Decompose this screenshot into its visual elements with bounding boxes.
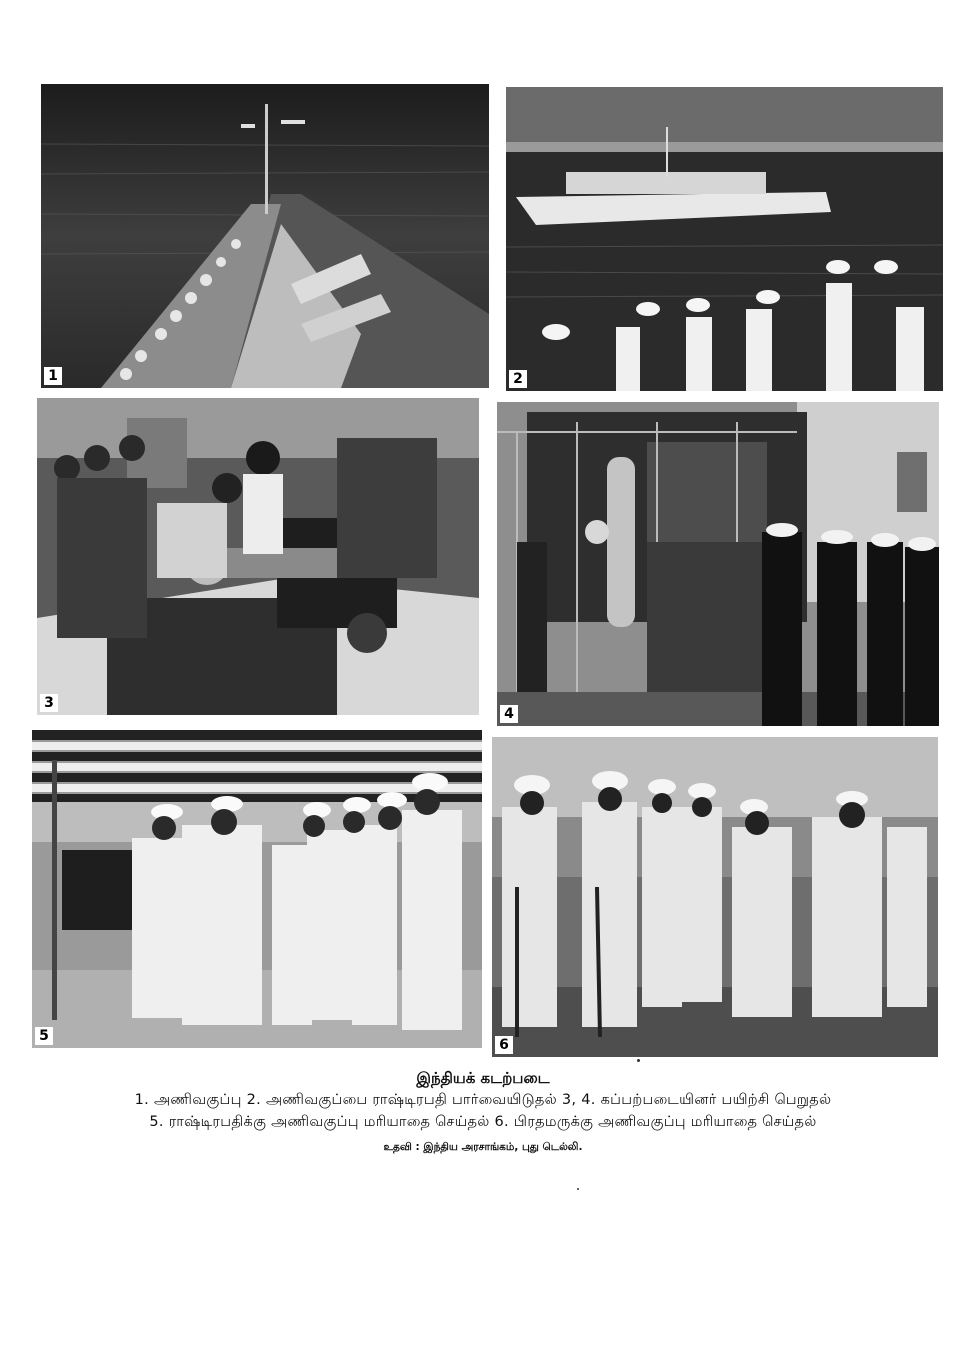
photo-5-image (32, 730, 482, 1048)
photo-6 (492, 737, 938, 1057)
photo-number: 3 (40, 694, 58, 712)
photo-number: 5 (35, 1027, 53, 1045)
print-speck (577, 1188, 579, 1190)
photo-3-image (37, 398, 479, 715)
photo-1 (41, 84, 489, 388)
caption-line-2: 5. ராஷ்டிரபதிக்கு அணிவகுப்பு மரியாதை செய்தல் 6. பிரதமருக்கு அணிவகுப்பு மரியாதை செய்தல் (149, 1114, 817, 1130)
photo-number: 1 (44, 367, 62, 385)
photo-4 (497, 402, 939, 726)
caption-line-1: 1. அணிவகுப்பு 2. அணிவகுப்பை ராஷ்டிரபதி பார்வையிடுதல் 3, 4. கப்பற்படையினர் பயிற்சி பெறுதல் (134, 1092, 832, 1108)
photo-5 (32, 730, 482, 1048)
caption-credit: உதவி : இந்திய அரசாங்கம், புது டெல்லி. (383, 1141, 583, 1153)
photo-3 (37, 398, 479, 715)
photo-number: 2 (509, 370, 527, 388)
photo-6-image (492, 737, 938, 1057)
print-speck (637, 1059, 640, 1062)
photo-number: 4 (500, 705, 518, 723)
photo-2-image (506, 87, 943, 391)
caption-title: இந்தியக் கடற்படை (416, 1069, 550, 1087)
photo-1-image (41, 84, 489, 388)
photo-4-image (497, 402, 939, 726)
photo-2 (506, 87, 943, 391)
photo-number: 6 (495, 1036, 513, 1054)
